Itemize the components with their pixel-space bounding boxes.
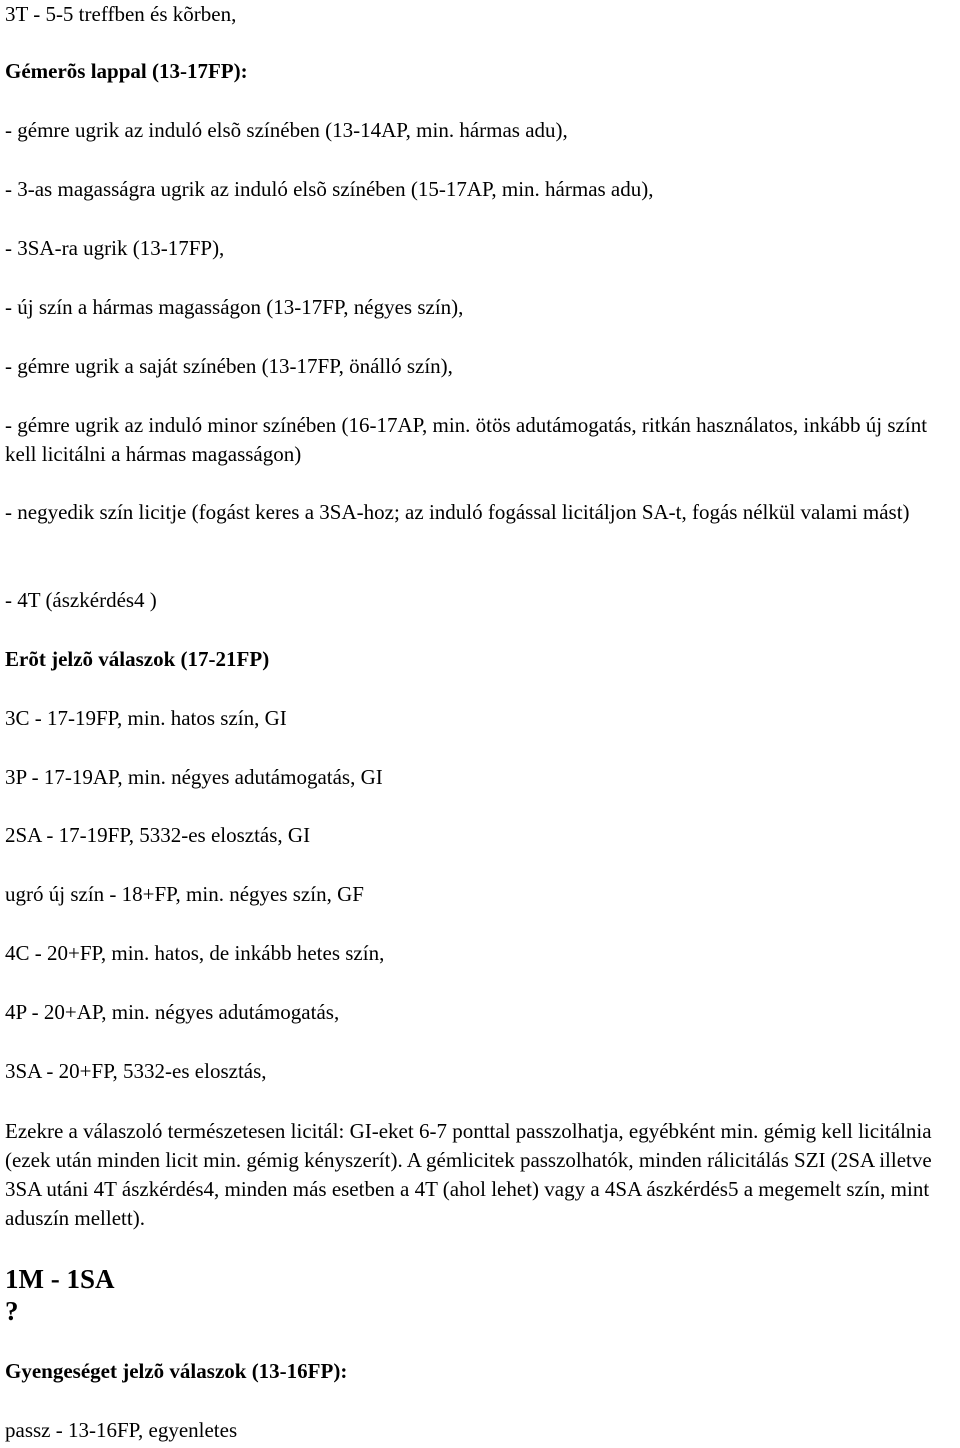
heading-question-mark: ? [5,1296,19,1326]
list-item-minor-szin: - gémre ugrik az induló minor színében (16-17AP, min. ötös adutámogatás, ritkán használatos, inkább új színt kell licitálni a hármas magasságon) [5,413,928,466]
response-4c: 4C - 20+FP, min. hatos, de inkább hetes szín, [5,941,385,965]
list-item-uj-szin: - új szín a hármas magasságon (13-17FP, négyes szín), [5,295,464,319]
response-ugro-uj-szin: ugró új szín - 18+FP, min. négyes szín, GF [5,882,364,906]
list-item-4t: - 4T (ászkérdés4 ) [5,588,157,612]
list-item-negyedik-szin: - negyedik szín licitje (fogást keres a 3SA-hoz; az induló fogással licitáljon SA-t, fogás nélkül valami mást) [5,500,910,524]
response-passz: passz - 13-16FP, egyenletes [5,1418,238,1442]
list-item-3as-magassag: - 3-as magasságra ugrik az induló elsõ színében (15-17AP, min. hármas adu), [5,177,654,201]
response-4p: 4P - 20+AP, min. négyes adutámogatás, [5,1000,340,1024]
heading-1m-1sa: 1M - 1SA [5,1264,115,1294]
line-3t: 3T - 5-5 treffben és kõrben, [5,2,237,26]
heading-gyengeseget-jelzo: Gyengeséget jelzõ válaszok (13-16FP): [5,1359,348,1383]
list-item-3sa-ra: - 3SA-ra ugrik (13-17FP), [5,236,225,260]
paragraph-ezekre: Ezekre a válaszoló természetesen licitál: GI-eket 6-7 ponttal passzolhatja, egyébként min. gémig kell licitálnia (ezek után minden licit min. gémig kényszerít). A gémlicitek passzolhatók, minden rálicitálás SZI (2SA illetve 3SA utáni 4T ászkérdés4, minden más esetben a 4T (ahol lehet) vagy a 4SA ászkérdés5 a megemelt szín, mint aduszín mellett). [5,1119,932,1230]
response-3c: 3C - 17-19FP, min. hatos szín, GI [5,706,287,730]
list-item-sajat-szin: - gémre ugrik a saját színében (13-17FP, önálló szín), [5,354,453,378]
heading-gemeros-lappal: Gémerõs lappal (13-17FP): [5,59,248,83]
response-2sa: 2SA - 17-19FP, 5332-es elosztás, GI [5,823,311,847]
response-3sa: 3SA - 20+FP, 5332-es elosztás, [5,1059,267,1083]
heading-erot-jelzo: Erõt jelzõ válaszok (17-21FP) [5,647,270,671]
response-3p: 3P - 17-19AP, min. négyes adutámogatás, GI [5,765,383,789]
list-item-gemre-ugrik-elso: - gémre ugrik az induló elsõ színében (13-14AP, min. hármas adu), [5,118,568,142]
